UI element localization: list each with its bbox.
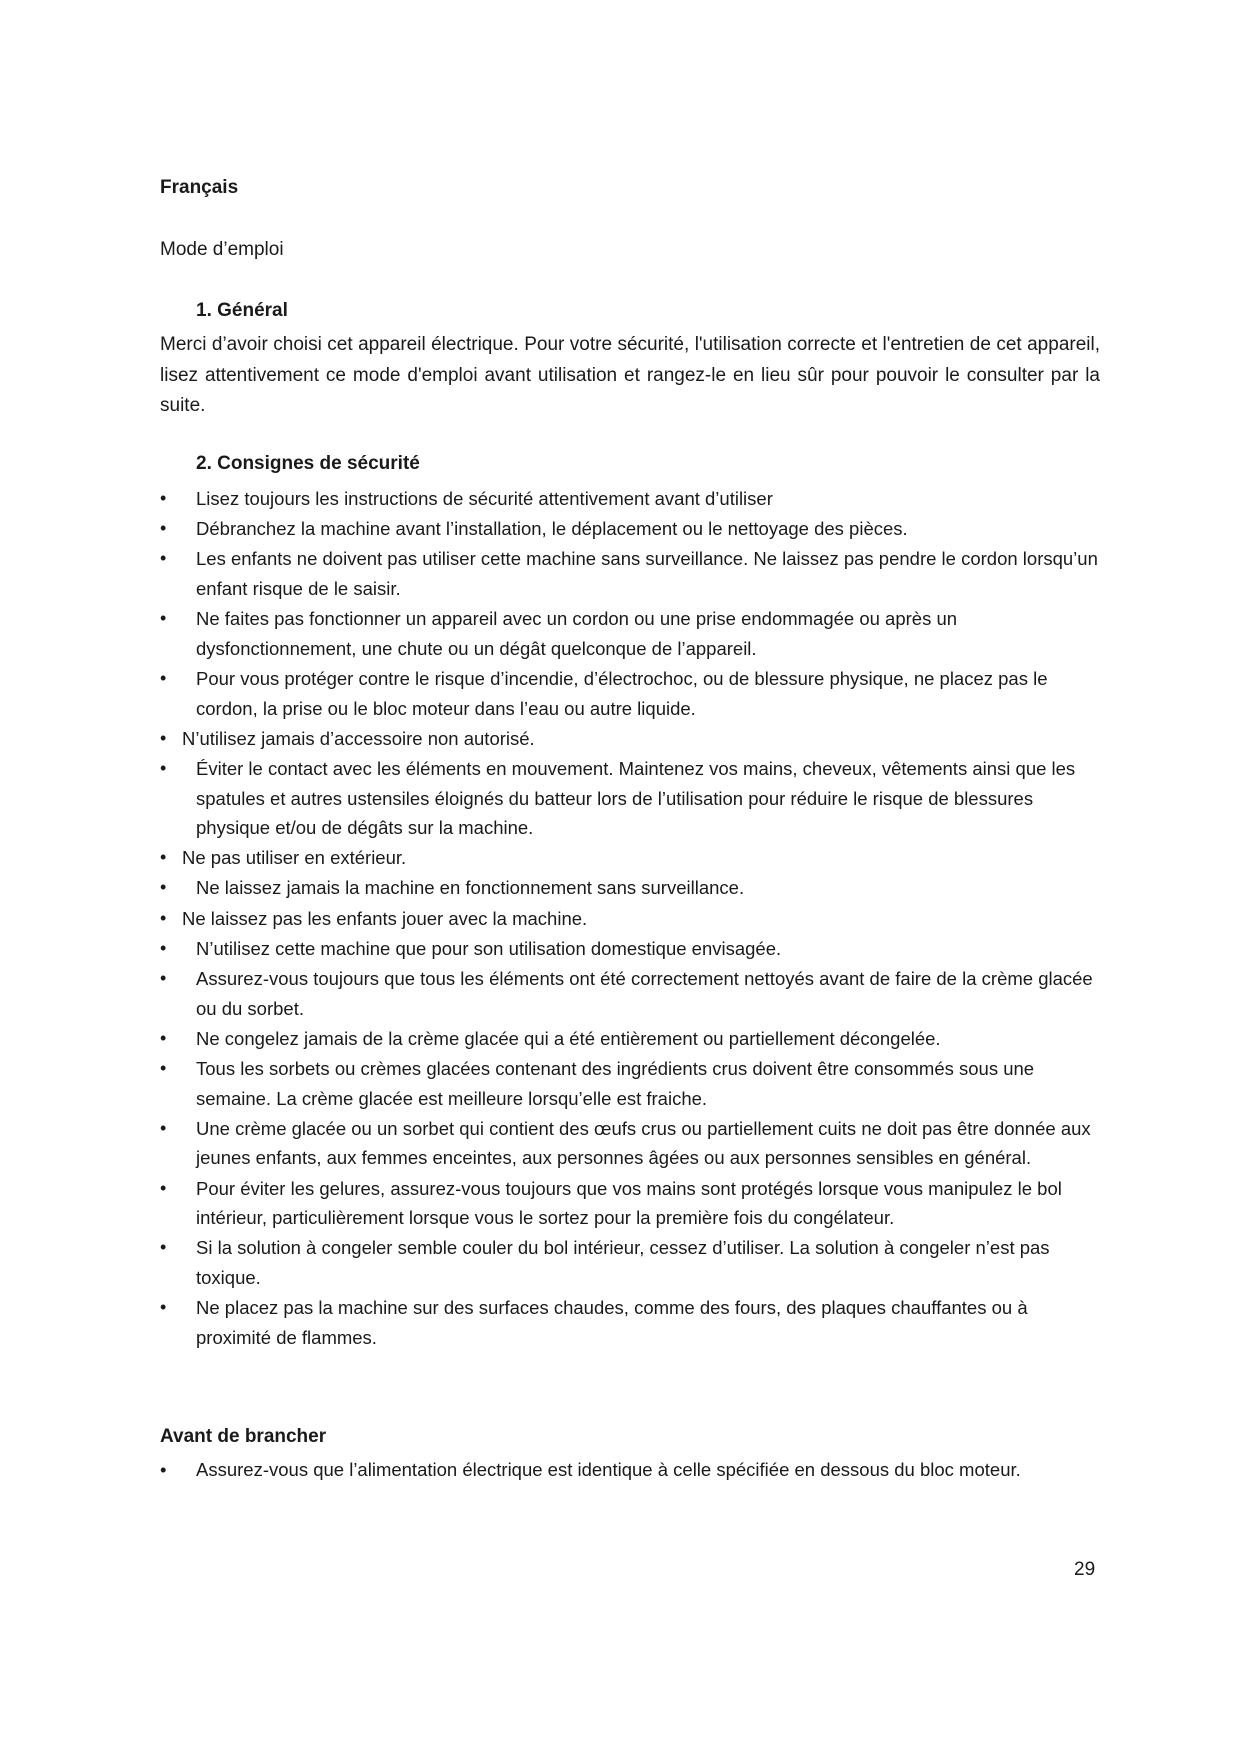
list-item-text: Tous les sorbets ou crèmes glacées contenant des ingrédients crus doivent être consommés sous une semaine. La crème glacée est meilleure lorsqu’elle est fraiche. [196, 1058, 1035, 1109]
list-item [160, 1174, 1100, 1233]
list-item-text: Ne congelez jamais de la crème glacée qui a été entièrement ou partiellement décongelée. [196, 1027, 941, 1049]
list-item [160, 934, 1100, 964]
list-item-text: Ne laissez jamais la machine en fonctionnement sans surveillance. [196, 877, 745, 899]
list-item-text: Pour vous protéger contre le risque d’incendie, d’électrochoc, ou de blessure physique, ne placez pas le cordon, la prise ou le bloc moteur dans l’eau ou autre liquide. [196, 667, 1048, 719]
section-heading-before-plugging: Avant de brancher [160, 1426, 327, 1447]
list-item [160, 754, 1100, 843]
bullet-icon: • [160, 877, 167, 898]
bullet-icon: • [160, 727, 167, 748]
bullet-icon: • [160, 518, 167, 539]
bullet-icon: • [160, 1027, 167, 1048]
list-item [160, 1233, 1100, 1292]
list-item [160, 1114, 1100, 1173]
list-item [160, 904, 1100, 934]
list-item [160, 1024, 1100, 1054]
bullet-icon: • [160, 608, 167, 629]
list-item [160, 724, 1100, 754]
list-item-text: Une crème glacée ou un sorbet qui contient des œufs crus ou partiellement cuits ne doit pas être donnée aux jeunes enfants, aux femmes enceintes, aux personnes âgées ou aux personnes sensibles en général. [196, 1117, 1091, 1169]
bullet-icon: • [160, 1459, 167, 1480]
list-item-text: Ne placez pas la machine sur des surfaces chaudes, comme des fours, des plaques chauffantes ou à proximité de flammes. [196, 1297, 1028, 1348]
list-item [160, 1293, 1100, 1352]
list-item [160, 1054, 1100, 1113]
list-item-text: N’utilisez cette machine que pour son utilisation domestique envisagée. [196, 937, 782, 959]
language-heading: Français [160, 177, 239, 198]
section-heading-general: 1. Général [196, 300, 288, 321]
list-item-text: Ne laissez pas les enfants jouer avec la machine. [182, 907, 588, 929]
bullet-icon: • [160, 937, 167, 958]
bullet-icon: • [160, 847, 167, 868]
bullet-icon: • [160, 548, 167, 569]
bullet-icon: • [160, 1177, 167, 1198]
list-item [160, 514, 1100, 544]
list-item-text: Lisez toujours les instructions de sécurité attentivement avant d’utiliser [196, 488, 773, 509]
list-item-text: Ne faites pas fonctionner un appareil avec un cordon ou une prise endommagée ou après un dysfonctionnement, une chute ou un dégât quelconque de l’appareil. [196, 608, 958, 659]
bullet-icon: • [160, 1058, 167, 1078]
before-plugging-list [160, 1455, 1100, 1485]
list-item [160, 1455, 1100, 1485]
list-item-text: Assurez-vous toujours que tous les éléments ont été correctement nettoyés avant de faire de la crème glacée ou du sorbet. [196, 968, 1093, 1019]
list-item-text: Débranchez la machine avant l’installation, le déplacement ou le nettoyage des pièces. [196, 518, 908, 540]
bullet-icon: • [160, 907, 167, 928]
document-subtitle: Mode d’emploi [160, 239, 284, 260]
list-item-text: Les enfants ne doivent pas utiliser cette machine sans surveillance. Ne laissez pas pendre le cordon lorsqu’un enfant risque de le saisir. [196, 548, 1098, 599]
list-item [160, 873, 1100, 903]
list-item-text: Pour éviter les gelures, assurez-vous toujours que vos mains sont protégés lorsque vous manipulez le bol intérieur, particulièrement lorsque vous le sortez pour la première fois du congélateur. [196, 1177, 1062, 1229]
list-item [160, 484, 1100, 514]
bullet-icon: • [160, 968, 167, 989]
list-item-text: Ne pas utiliser en extérieur. [182, 847, 407, 869]
bullet-icon: • [160, 1237, 167, 1258]
safety-list [160, 484, 1100, 1353]
page-number: 29 [1074, 1559, 1096, 1580]
bullet-icon: • [160, 757, 167, 778]
bullet-icon: • [160, 488, 167, 508]
list-item-text: N’utilisez jamais d’accessoire non autorisé. [182, 727, 535, 749]
list-item [160, 544, 1100, 603]
list-item [160, 964, 1100, 1023]
list-item [160, 604, 1100, 663]
list-item [160, 843, 1100, 873]
list-item-text: Éviter le contact avec les éléments en mouvement. Maintenez vos mains, cheveux, vêtements ainsi que les spatules et autres ustensiles éloignés du batteur lors de l’utilisation pour réduire le risque de blessures physique et/ou de dégâts sur la machine. [196, 757, 1076, 839]
list-item-text: Assurez-vous que l’alimentation électrique est identique à celle spécifiée en dessous du bloc moteur. [196, 1459, 1021, 1480]
general-paragraph: Merci d’avoir choisi cet appareil électrique. Pour votre sécurité, l'utilisation correcte et l'entretien de cet appareil, lisez attentivement ce mode d'emploi avant utilisation et rangez-le en lieu sûr pour pouvoir le consulter par la suite. [160, 334, 1100, 416]
bullet-icon: • [160, 1297, 167, 1318]
list-item-text: Si la solution à congeler semble couler du bol intérieur, cessez d’utiliser. La solution à congeler n’est pas toxique. [196, 1237, 1050, 1288]
bullet-icon: • [160, 1117, 167, 1138]
bullet-icon: • [160, 667, 167, 688]
list-item [160, 664, 1100, 723]
section-heading-safety: 2. Consignes de sécurité [196, 453, 420, 474]
